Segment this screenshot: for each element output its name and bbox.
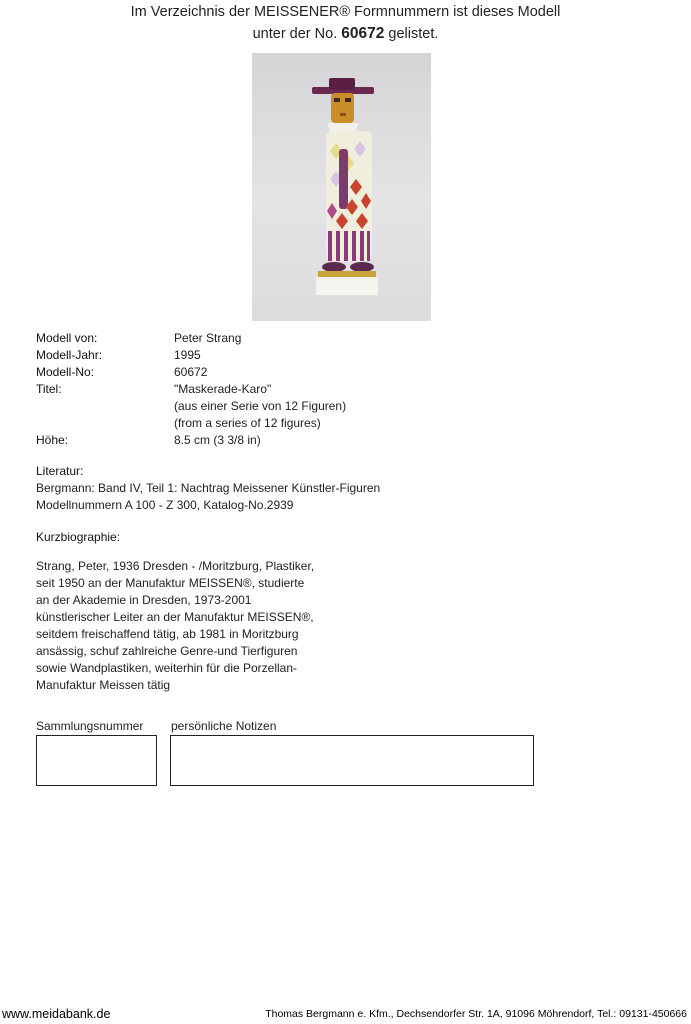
header-line-2 (0, 23, 691, 45)
notizen-label: persönliche Notizen (171, 719, 277, 733)
detail-row-modell-jahr (36, 347, 346, 364)
literatur-line: Modellnummern A 100 - Z 300, Katalog-No.2939 (36, 498, 294, 512)
detail-value: Peter Strang (174, 331, 242, 345)
bio-line: seit 1950 an der Manufaktur MEISSEN®, studierte (36, 576, 305, 590)
detail-row-modell-no (36, 364, 346, 381)
notizen-field[interactable] (170, 735, 534, 786)
bio-line: sowie Wandplastiken, weiterhin für die Porzellan- (36, 661, 298, 675)
header-prefix: unter der No. (252, 26, 338, 42)
bio-line: künstlerischer Leiter an der Manufaktur MEISSEN®, (36, 610, 314, 624)
detail-label: Höhe: (36, 433, 69, 447)
literatur-title: Literatur: (36, 464, 84, 478)
kurzbiographie-title: Kurzbiographie: (36, 530, 121, 544)
sammlungsnummer-field[interactable] (36, 735, 157, 786)
title-line: "Maskerade-Karo" (174, 382, 272, 396)
model-details (36, 330, 346, 449)
footer-address: Thomas Bergmann e. Kfm., Dechsendorfer Str. 1A, 91096 Möhrendorf, Tel.: 09131-450666 (265, 1008, 687, 1020)
detail-label: Modell-No: (36, 365, 95, 379)
detail-label: Modell-Jahr: (36, 348, 103, 362)
literatur-section (36, 463, 380, 514)
detail-row-titel (36, 381, 346, 432)
detail-label: Modell von: (36, 331, 98, 345)
website-link[interactable]: www.meidabank.de (2, 1007, 111, 1021)
header-line-1: Im Verzeichnis der MEISSENER® Formnummern ist dieses Modell (130, 4, 561, 20)
detail-value (174, 381, 346, 432)
figurine-photo (252, 53, 431, 321)
bio-line: Manufaktur Meissen tätig (36, 678, 171, 692)
detail-label: Titel: (36, 382, 62, 396)
bio-line: seitdem freischaffend tätig, ab 1981 in Moritzburg (36, 627, 299, 641)
detail-value: 8.5 cm (3 3/8 in) (174, 433, 261, 447)
detail-value: 1995 (174, 348, 201, 362)
literatur-line: Bergmann: Band IV, Teil 1: Nachtrag Meissener Künstler-Figuren (36, 481, 381, 495)
title-line: (aus einer Serie von 12 Figuren) (174, 399, 347, 413)
sammlungsnummer-label: Sammlungsnummer (36, 719, 144, 733)
model-number: 60672 (341, 25, 385, 42)
detail-row-hoehe (36, 432, 346, 449)
bio-line: Strang, Peter, 1936 Dresden - /Moritzburg, Plastiker, (36, 559, 315, 573)
detail-row-modell-von (36, 330, 346, 347)
title-line: (from a series of 12 figures) (174, 416, 321, 430)
biography-text (36, 558, 314, 694)
bio-line: an der Akademie in Dresden, 1973-2001 (36, 593, 252, 607)
page-header (0, 2, 691, 45)
header-suffix: gelistet. (388, 26, 439, 42)
bio-line: ansässig, schuf zahlreiche Genre-und Tierfiguren (36, 644, 298, 658)
kurzbiographie-section (36, 529, 314, 694)
detail-value: 60672 (174, 365, 208, 379)
